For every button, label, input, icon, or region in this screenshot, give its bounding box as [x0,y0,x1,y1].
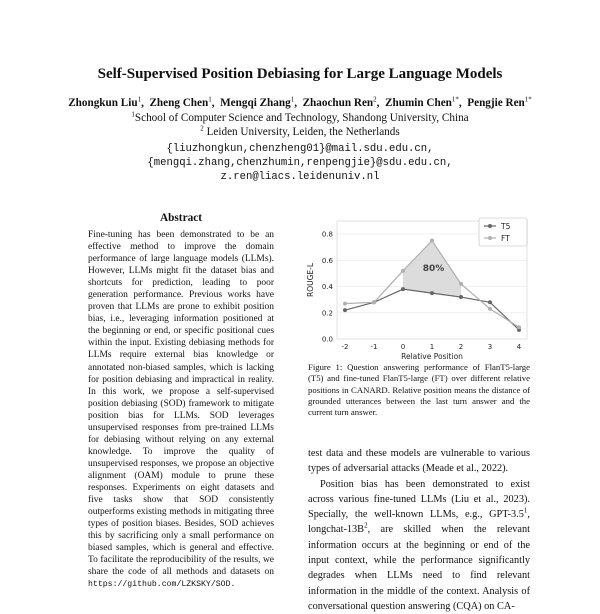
data-point-ft [517,325,521,329]
data-point-ft [459,282,463,286]
author: Mengqi Zhang$^1$, [220,95,303,109]
y-tick-label: 0.8 [321,230,333,239]
legend-label-ft: FT [501,234,510,243]
author-list [0,97,600,109]
x-tick-label: 4 [516,343,522,351]
data-point-ft [430,239,434,243]
data-point-t5 [401,287,405,291]
data-point-ft [401,269,405,273]
y-tick-label: 0.0 [321,335,333,344]
x-tick-label: 1 [429,343,435,351]
y-tick-label: 0.2 [321,309,333,318]
x-tick-label: -1 [370,343,378,351]
y-tick-label: 0.6 [321,256,333,265]
data-point-t5 [459,295,463,299]
data-point-ft [488,307,492,311]
x-tick-label: 3 [487,343,493,351]
email-line: {liuzhongkun,chenzheng01}@mail.sdu.edu.cn, [166,143,434,155]
body-paragraph: Position bias has been demonstrated to exist across various fine-tuned LLMs (Liu et al., 2023). Specially, the well-known LLMs, e.g., GPT-$3.5^1$, longchat-$13B^2$, are skilled when the relevant information occurs at the beginning or end of the input context, while the performance significantly degrades when LLMs need to find relevant information in the middle of the context. Analysis of conversational question answering (CQA) on CA- [308,478,530,612]
data-point-t5 [430,291,434,295]
y-tick-label: 0.4 [321,283,333,292]
affiliation: $^2$ Leiden University, Leiden, the Netherlands [200,124,400,138]
author: Zhongkun Liu$^1$, [68,95,150,109]
x-tick-label: 0 [400,343,406,351]
email-line: z.ren@liacs.leidenuniv.nl [220,171,380,183]
data-point-ft [343,302,347,306]
data-point-t5 [343,308,347,312]
figure-1-chart [303,213,535,363]
author: Pengjie Ren$^{1*}$ [467,95,532,109]
data-point-t5 [488,300,492,304]
paper-title: Self-Supervised Position Debiasing for Large Language Models [97,66,503,82]
abstract-body: Fine-tuning has been demonstrated to be an effective method to improve the domain performance of large language models (LLMs). However, LLMs might fit the dataset bias and shortcuts for prediction, leading to poor generation performance. Previous works have proven that LLMs are prone to exhibit position bias, i.e., leveraging information positioned at the beginning or end, or specific positional cues within the input. Existing debiasing methods for LLMs require external bias knowledge or annotated non-biased samples, which is lacking for position debiasing and impractical in reality. In this work, we propose a self-supervised position debiasing (SOD) framework to mitigate position bias for LLMs. SOD leverages unsupervised responses from pre-trained LLMs for debiasing without relying on any external knowledge. To improve the quality of unsupervised responses, we propose an objective alignment (OAM) module to prune these responses. Experiments on eight datasets and five tasks show that SOD consistently outperforms existing methods in mitigating three types of position biases. Besides, SOD achieves this by sacrificing only a small performance on biased samples, which is general and effective. To facilitate the reproducibility of the results, we share the code of all methods and datasets on https://github.com/LZKSKY/SOD. [88,230,274,590]
abstract-url: https://github.com/LZKSKY/SOD. [88,580,236,590]
x-tick-label: 2 [458,343,464,351]
author: Zheng Chen$^1$, [149,95,221,109]
gap-annotation: 80% [422,263,445,274]
y-axis-label: ROUGE-L [306,262,315,298]
author: Zhaochun Ren$^2$, [302,95,386,109]
data-point-ft [372,300,376,304]
legend-label-t5: T5 [501,222,511,231]
affiliation: $^1$School of Computer Science and Technology, Shandong University, China [131,110,469,124]
x-axis-label: Relative Position [401,352,463,361]
email-line: {mengqi.zhang,chenzhumin,renpengjie}@sdu.edu.cn, [147,157,453,169]
x-tick-label: -2 [341,343,349,351]
body-paragraph: test data and these models are vulnerable to various types of adversarial attacks (Meade et al., 2022). [308,448,530,475]
chart-legend [479,218,527,246]
abstract-heading: Abstract [159,212,203,224]
body-text [308,446,530,614]
figure-caption: Figure 1: Question answering performance of FlanT5-large (T5) and fine-tuned FlanT5-large (FT) over different relative positions in CANARD. Relative position means the distance of grounded utterances between the last turn answer and the current turn answer. [308,362,530,418]
author: Zhumin Chen$^{1*}$, [385,95,468,109]
